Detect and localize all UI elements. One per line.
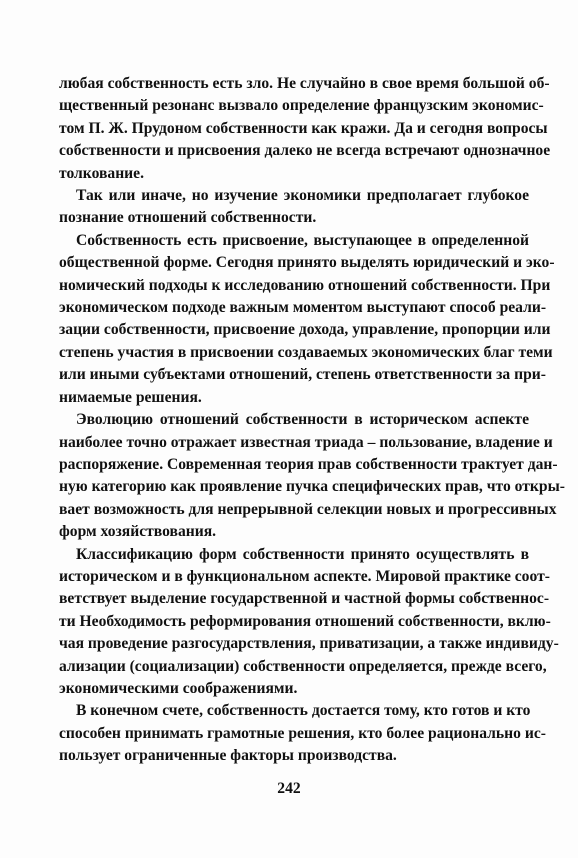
text-line: наиболее точно отражает известная триада – пользование, владение и — [59, 433, 553, 451]
paragraph — [59, 185, 529, 230]
text-line: пользует ограниченные факторы производства. — [59, 747, 397, 765]
text-line: зации собственности, присвоение дохода, управление, пропорции или — [59, 321, 551, 339]
paragraph — [59, 230, 555, 409]
text-line: степень участия в присвоении создаваемых экономических благ теми — [59, 343, 553, 361]
text-line: познание отношений собственности. — [59, 209, 317, 227]
text-line: Эволюцию отношений собственности в историческом аспекте — [76, 411, 529, 429]
paragraph — [59, 73, 551, 185]
text-line: экономическими соображениями. — [59, 679, 298, 697]
text-line: любая собственность есть зло. Не случайно в свое время большой об- — [59, 75, 550, 92]
text-line: ную категорию как проявление пучка специфических прав, что откры- — [59, 478, 565, 496]
text-line: Собственность есть присвоение, выступающее в определенной — [76, 231, 529, 249]
text-line: Классификацию форм собственности принято осуществлять в — [76, 545, 529, 563]
text-line: или иными субъектами отношений, степень ответственности за при- — [59, 366, 546, 384]
paragraph — [59, 700, 546, 767]
text-line: ветствует выделение государственной и частной формы собственнос- — [59, 590, 550, 608]
text-line: общественной форме. Сегодня принято выделять юридический и эко- — [59, 254, 555, 272]
text-line: толкование. — [59, 164, 144, 182]
text-line: номический подходы к исследованию отношений собственности. При — [59, 276, 551, 294]
text-line: форм хозяйствования. — [59, 523, 217, 541]
text-line: том П. Ж. Прудоном собственности как кражи. Да и сегодня вопросы — [59, 119, 548, 137]
text-line: нимаемые решения. — [59, 388, 202, 406]
text-line: В конечном счете, собственность достается тому, кто готов и кто — [76, 702, 531, 720]
body-text — [59, 73, 565, 768]
paragraph — [59, 544, 559, 701]
text-line: вает возможность для непрерывной селекции новых и прогрессивных — [59, 500, 557, 518]
page-number: 242 — [277, 780, 301, 797]
text-line: собственности и присвоения далеко не всегда встречают однозначное — [59, 142, 551, 160]
text-line: щественный резонанс вызвало определение французским экономис- — [59, 97, 544, 115]
text-line: чая проведение разгосударствления, приватизации, а также индивиду- — [59, 635, 559, 653]
text-line: ализации (социализации) собственности определяется, прежде всего, — [59, 657, 547, 675]
text-line: распоряжение. Современная теория прав собственности трактует дан- — [59, 455, 558, 473]
text-line: Так или иначе, но изучение экономики предполагает глубокое — [76, 187, 529, 205]
text-line: способен принимать грамотные решения, кто более рационально ис- — [59, 724, 546, 742]
text-line: ти Необходимость реформирования отношений собственности, вклю- — [59, 612, 551, 630]
paragraph — [59, 409, 565, 543]
text-line: экономическом подходе важным моментом выступают способ реали- — [59, 299, 547, 317]
text-line: историческом и в функциональном аспекте. Мировой практике соот- — [59, 567, 550, 585]
